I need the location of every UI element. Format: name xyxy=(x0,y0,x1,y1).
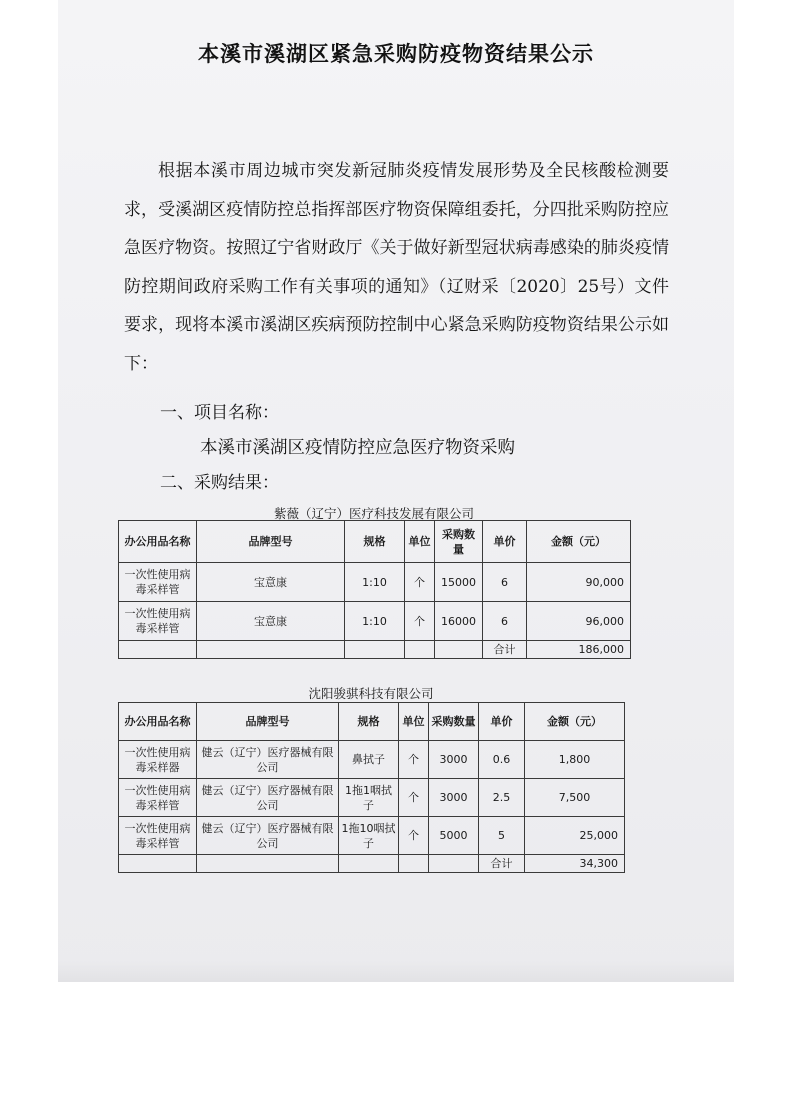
total-value: 34,300 xyxy=(525,855,625,873)
cell-empty xyxy=(339,855,399,873)
cell-quantity: 15000 xyxy=(435,563,483,602)
table2-company: 沈阳骏骐科技有限公司 xyxy=(308,686,434,701)
cell-quantity: 5000 xyxy=(429,817,479,855)
header-item-name: 办公用品名称 xyxy=(119,521,197,563)
header-brand: 品牌型号 xyxy=(197,521,345,563)
section-1-heading: 一、项目名称： xyxy=(160,403,279,423)
cell-price: 5 xyxy=(479,817,525,855)
cell-spec: 1:10 xyxy=(345,602,405,641)
cell-empty xyxy=(399,855,429,873)
cell-brand: 健云（辽宁）医疗器械有限公司 xyxy=(197,779,339,817)
table1-company: 紫薇（辽宁）医疗科技发展有限公司 xyxy=(273,506,474,521)
cell-unit: 个 xyxy=(405,602,435,641)
header-quantity: 采购数量 xyxy=(435,521,483,563)
cell-empty xyxy=(197,641,345,659)
intro-paragraph xyxy=(124,152,669,383)
cell-price: 0.6 xyxy=(479,741,525,779)
table-row xyxy=(119,641,631,659)
project-name: 本溪市溪湖区疫情防控应急医疗物资采购 xyxy=(200,438,515,458)
cell-brand: 宝意康 xyxy=(197,563,345,602)
header-spec: 规格 xyxy=(339,703,399,741)
cell-spec: 1:10 xyxy=(345,563,405,602)
cell-price: 6 xyxy=(483,563,527,602)
cell-empty xyxy=(197,855,339,873)
header-unit: 单位 xyxy=(405,521,435,563)
cell-price: 6 xyxy=(483,602,527,641)
cell-brand: 健云（辽宁）医疗器械有限公司 xyxy=(197,741,339,779)
cell-amount: 25,000 xyxy=(525,817,625,855)
cell-item: 一次性使用病毒采样管 xyxy=(119,563,197,602)
cell-empty xyxy=(405,641,435,659)
photo-bottom-shade xyxy=(58,960,734,982)
section-2-heading: 二、采购结果： xyxy=(160,473,279,493)
cell-amount: 1,800 xyxy=(525,741,625,779)
total-value: 186,000 xyxy=(527,641,631,659)
cell-amount: 7,500 xyxy=(525,779,625,817)
cell-item: 一次性使用病毒采样管 xyxy=(119,817,197,855)
cell-unit: 个 xyxy=(399,741,429,779)
cell-empty xyxy=(435,641,483,659)
table1 xyxy=(118,520,631,659)
cell-unit: 个 xyxy=(399,779,429,817)
table-row xyxy=(119,855,625,873)
header-unit: 单位 xyxy=(399,703,429,741)
page-title: 本溪市溪湖区紧急采购防疫物资结果公示 xyxy=(198,41,594,66)
cell-brand: 宝意康 xyxy=(197,602,345,641)
cell-brand: 健云（辽宁）医疗器械有限公司 xyxy=(197,817,339,855)
cell-empty xyxy=(345,641,405,659)
table-row xyxy=(119,563,631,602)
cell-amount: 90,000 xyxy=(527,563,631,602)
header-unit-price: 单价 xyxy=(483,521,527,563)
header-brand: 品牌型号 xyxy=(197,703,339,741)
table2 xyxy=(118,702,625,873)
cell-item: 一次性使用病毒采样管 xyxy=(119,779,197,817)
cell-item: 一次性使用病毒采样管 xyxy=(119,602,197,641)
cell-unit: 个 xyxy=(399,817,429,855)
total-label: 合计 xyxy=(483,641,527,659)
cell-amount: 96,000 xyxy=(527,602,631,641)
cell-item: 一次性使用病毒采样器 xyxy=(119,741,197,779)
table-row xyxy=(119,602,631,641)
header-amount: 金额（元） xyxy=(527,521,631,563)
table-row xyxy=(119,741,625,779)
header-item-name: 办公用品名称 xyxy=(119,703,197,741)
table-row xyxy=(119,779,625,817)
cell-price: 2.5 xyxy=(479,779,525,817)
header-spec: 规格 xyxy=(345,521,405,563)
header-unit-price: 单价 xyxy=(479,703,525,741)
cell-spec: 1拖10咽拭子 xyxy=(339,817,399,855)
intro-text: 根据本溪市周边城市突发新冠肺炎疫情发展形势及全民核酸检测要求，受溪湖区疫情防控总指挥部医疗物资保障组委托，分四批采购防控应急医疗物资。按照辽宁省财政厅《关于做好新型冠状病毒感染的肺炎疫情防控期间政府采购工作有关事项的通知》（辽财采〔2020〕25号）文件要求，现将本溪市溪湖区疾病预防控制中心紧急采购防疫物资结果公示如下： xyxy=(124,161,669,374)
cell-empty xyxy=(119,855,197,873)
table-row xyxy=(119,817,625,855)
cell-empty xyxy=(429,855,479,873)
cell-spec: 鼻拭子 xyxy=(339,741,399,779)
total-label: 合计 xyxy=(479,855,525,873)
cell-quantity: 3000 xyxy=(429,779,479,817)
header-amount: 金额（元） xyxy=(525,703,625,741)
cell-quantity: 3000 xyxy=(429,741,479,779)
cell-quantity: 16000 xyxy=(435,602,483,641)
cell-spec: 1拖1咽拭子 xyxy=(339,779,399,817)
header-quantity: 采购数量 xyxy=(429,703,479,741)
cell-empty xyxy=(119,641,197,659)
cell-unit: 个 xyxy=(405,563,435,602)
